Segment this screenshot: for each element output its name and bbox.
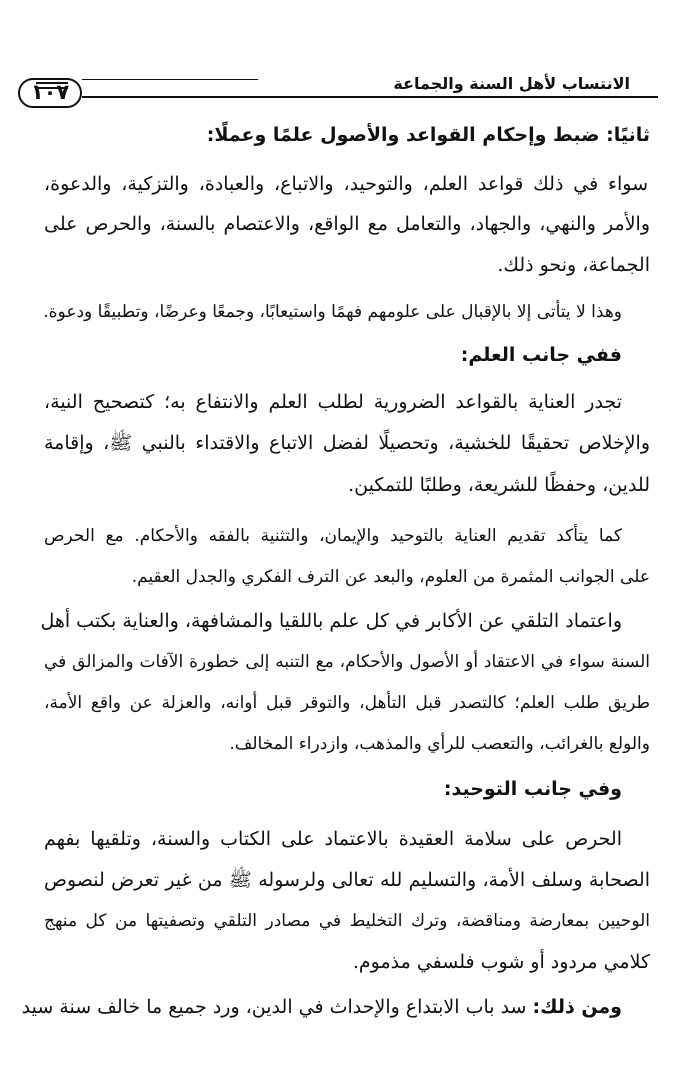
paragraph-line: على الجوانب المثمرة من العلوم، والبعد عن الترف الفكري والجدل العقيم. xyxy=(131,567,650,587)
paragraph-line: والأمر والنهي، والجهاد، والتعامل مع الواقع، والاعتصام بالسنة، والحرص على xyxy=(44,213,650,235)
paragraph-line: الجماعة، ونحو ذلك. xyxy=(497,254,650,276)
paragraph-line: والإخلاص تحقيقًا للخشية، وتحصيلًا لفضل الاتباع والاقتداء بالنبي ﷺ، وإقامة xyxy=(44,432,650,454)
header-rule-top xyxy=(82,79,258,80)
page-number: ١٠٧ xyxy=(18,78,82,108)
paragraph-text: سد باب الابتداع والإحداث في الدين، ورد جميع ما خالف سنة سيد xyxy=(21,996,527,1018)
paragraph-line: كلامي مردود أو شوب فلسفي مذموم. xyxy=(352,951,650,973)
paragraph-line: الحرص على سلامة العقيدة بالاعتماد على الكتاب والسنة، وتلقيها بفهم xyxy=(44,828,622,850)
subheading-tawhid: وفي جانب التوحيد: xyxy=(443,778,622,800)
lead-phrase: ومن ذلك: xyxy=(532,996,622,1018)
paragraph-line: للدين، وحفظًا للشريعة، وطلبًا للتمكين. xyxy=(348,474,650,496)
running-title: الانتساب لأهل السنة والجماعة xyxy=(393,74,630,93)
paragraph-line: تجدر العناية بالقواعد الضرورية لطلب العلم والانتفاع به؛ كتصحيح النية، xyxy=(44,391,622,413)
paragraph-line: السنة سواء في الاعتقاد أو الأصول والأحكام، مع التنبه إلى خطورة الآفات والمزالق في xyxy=(44,652,650,672)
section-heading: ثانيًا: ضبط وإحكام القواعد والأصول علمًا وعملًا: xyxy=(206,124,650,146)
subheading-knowledge: ففي جانب العلم: xyxy=(460,344,622,366)
paragraph-line-last xyxy=(21,993,622,1021)
paragraph-line: طريق طلب العلم؛ كالتصدر قبل التأهل، والتوقر قبل أوانه، والعزلة عن واقع الأمة، xyxy=(44,693,650,713)
header-rule-bottom xyxy=(82,96,658,98)
paragraph-line: الوحيين بمعارضة ومناقضة، وترك التخليط في مصادر التلقي وتصفيتها من كل منهج xyxy=(44,911,650,931)
paragraph-line: سواء في ذلك قواعد العلم، والتوحيد، والاتباع، والعبادة، والتزكية، والدعوة، xyxy=(44,173,648,195)
paragraph-line: كما يتأكد تقديم العناية بالتوحيد والإيمان، والتثنية بالفقه والأحكام. مع الحرص xyxy=(44,526,622,546)
paragraph-line: واعتماد التلقي عن الأكابر في كل علم باللقيا والمشافهة، والعناية بكتب أهل xyxy=(40,610,622,632)
paragraph-line: والولع بالغرائب، والتعصب للرأي والمذهب، وازدراء المخالف. xyxy=(229,734,650,754)
paragraph-line: الصحابة وسلف الأمة، والتسليم لله تعالى ولرسوله ﷺ من غير تعرض لنصوص xyxy=(44,869,650,891)
paragraph-line: وهذا لا يتأتى إلا بالإقبال على علومهم فهمًا واستيعابًا، وجمعًا وعرضًا، وتطبيقًا ودعوة. xyxy=(43,302,622,322)
